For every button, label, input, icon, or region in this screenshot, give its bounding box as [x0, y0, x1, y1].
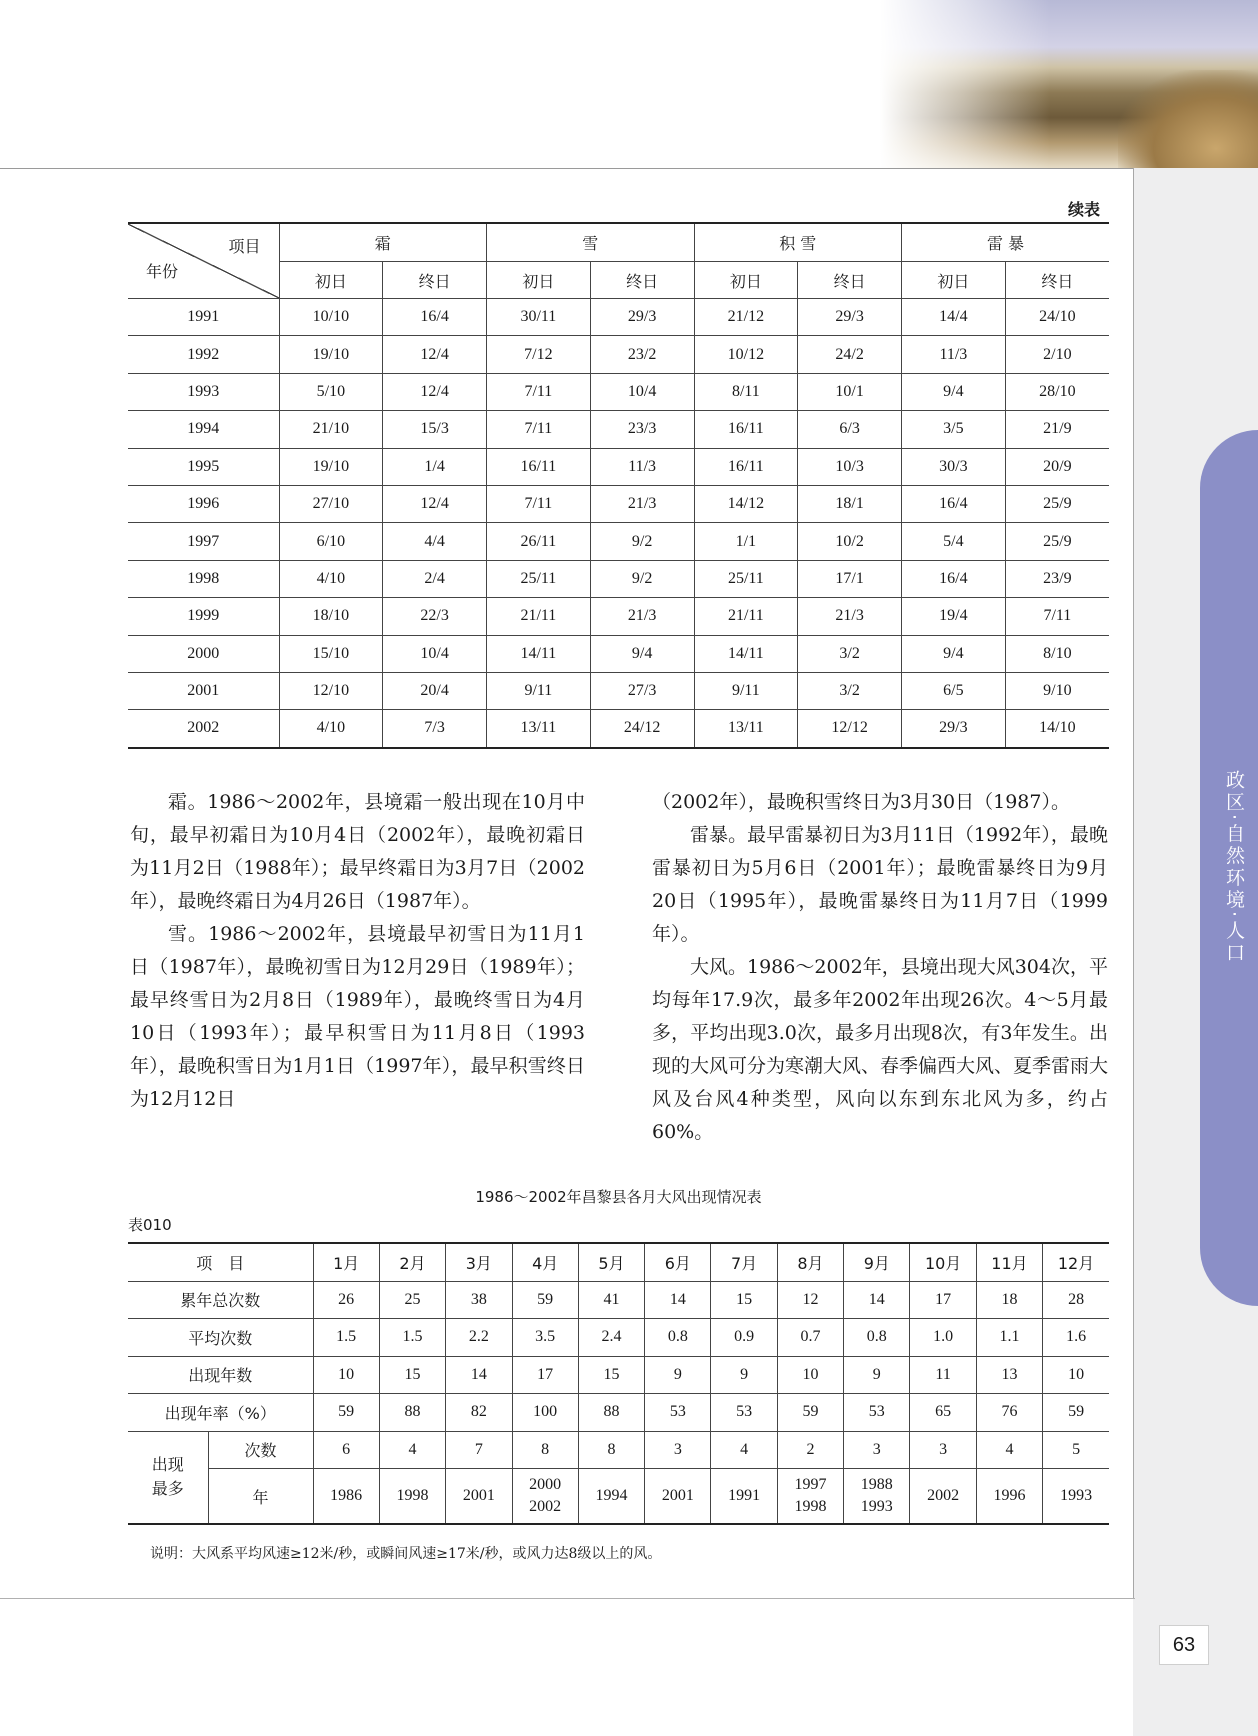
date-cell: 10/1	[798, 373, 902, 410]
date-cell: 10/12	[694, 336, 798, 373]
value-cell: 15	[578, 1356, 644, 1394]
year-value: 1988	[860, 1476, 893, 1493]
date-cell: 7/11	[1005, 598, 1109, 635]
value-cell: 7	[446, 1431, 512, 1469]
date-cell: 7/12	[487, 336, 591, 373]
year-value: 1994	[595, 1487, 628, 1504]
date-cell: 12/12	[798, 710, 902, 748]
value-cell: 59	[1043, 1394, 1109, 1432]
value-cell: 28	[1043, 1281, 1109, 1319]
date-cell: 13/11	[694, 710, 798, 748]
year-cell	[910, 1469, 976, 1525]
date-cell: 29/3	[798, 299, 902, 336]
date-cell: 10/3	[798, 448, 902, 485]
value-cell: 59	[777, 1394, 843, 1432]
month-header: 3月	[446, 1243, 512, 1281]
table-header-row	[128, 1243, 1109, 1281]
value-cell: 53	[645, 1394, 711, 1432]
group-header-snow-cover: 积 雪	[694, 223, 902, 262]
date-cell: 24/12	[590, 710, 694, 748]
date-cell: 16/4	[902, 485, 1006, 522]
date-cell: 19/10	[279, 336, 383, 373]
date-cell: 23/3	[590, 411, 694, 448]
value-cell: 0.7	[777, 1319, 843, 1357]
sub-header-last: 终日	[798, 262, 902, 299]
date-cell: 19/4	[902, 598, 1006, 635]
row-label: 平均次数	[128, 1319, 313, 1357]
date-cell: 10/10	[279, 299, 383, 336]
sub-header-first: 初日	[279, 262, 383, 299]
paragraph-snow: 雪。1986～2002年，县境最早初雪日为11月1日（1987年），最晚初雪日为12月29日（1989年）；最早终雪日为2月8日（1989年），最晚终雪日为4月10日（1993年）；最早积雪日为11月8日（1993年），最晚积雪日为1月1日（1997年），最早积雪终日为12月12日	[130, 923, 585, 1110]
header-item-label: 项 目	[128, 1243, 313, 1281]
value-cell: 53	[844, 1394, 910, 1432]
table-row	[128, 1431, 1109, 1469]
date-cell: 6/5	[902, 672, 1006, 709]
date-cell: 6/3	[798, 411, 902, 448]
date-cell: 29/3	[902, 710, 1006, 748]
table-row	[128, 710, 1109, 748]
date-cell: 18/10	[279, 598, 383, 635]
date-cell: 7/11	[487, 373, 591, 410]
date-cell: 22/3	[383, 598, 487, 635]
value-cell: 2.2	[446, 1319, 512, 1357]
date-cell: 16/4	[383, 299, 487, 336]
date-cell: 10/4	[383, 635, 487, 672]
date-cell: 23/2	[590, 336, 694, 373]
date-cell: 2/10	[1005, 336, 1109, 373]
date-cell: 7/3	[383, 710, 487, 748]
month-header: 2月	[379, 1243, 445, 1281]
value-cell: 1.1	[976, 1319, 1042, 1357]
header-rule	[0, 168, 1135, 169]
value-cell: 4	[976, 1431, 1042, 1469]
value-cell: 9	[645, 1356, 711, 1394]
date-cell: 14/4	[902, 299, 1006, 336]
value-cell: 15	[711, 1281, 777, 1319]
value-cell: 26	[313, 1281, 379, 1319]
value-cell: 9	[711, 1356, 777, 1394]
value-cell: 17	[512, 1356, 578, 1394]
text-column-right	[652, 786, 1108, 1149]
table-row	[128, 448, 1109, 485]
sub-header-last: 终日	[1005, 262, 1109, 299]
table-row	[128, 1356, 1109, 1394]
value-cell: 15	[379, 1356, 445, 1394]
date-cell: 16/11	[487, 448, 591, 485]
value-cell: 9	[844, 1356, 910, 1394]
year-value: 1986	[330, 1487, 363, 1504]
table2-title: 1986～2002年昌黎县各月大风出现情况表	[475, 1188, 762, 1206]
month-header: 6月	[645, 1243, 711, 1281]
date-cell: 14/10	[1005, 710, 1109, 748]
month-header: 1月	[313, 1243, 379, 1281]
month-header: 5月	[578, 1243, 644, 1281]
value-cell: 2	[777, 1431, 843, 1469]
table-row	[128, 373, 1109, 410]
date-cell: 21/9	[1005, 411, 1109, 448]
date-cell: 16/11	[694, 448, 798, 485]
group-header-thunderstorm: 雷 暴	[902, 223, 1110, 262]
value-cell: 2.4	[578, 1319, 644, 1357]
sub-header-last: 终日	[383, 262, 487, 299]
value-cell: 65	[910, 1394, 976, 1432]
year-cell: 2001	[128, 672, 279, 709]
date-cell: 10/4	[590, 373, 694, 410]
value-cell: 11	[910, 1356, 976, 1394]
date-cell: 13/11	[487, 710, 591, 748]
value-cell: 18	[976, 1281, 1042, 1319]
date-cell: 3/2	[798, 635, 902, 672]
date-cell: 17/1	[798, 560, 902, 597]
date-cell: 29/3	[590, 299, 694, 336]
date-cell: 16/11	[694, 411, 798, 448]
date-cell: 12/10	[279, 672, 383, 709]
value-cell: 10	[777, 1356, 843, 1394]
page-number: 63	[1159, 1625, 1209, 1665]
year-cell	[313, 1469, 379, 1525]
date-cell: 6/10	[279, 523, 383, 560]
value-cell: 1.0	[910, 1319, 976, 1357]
date-cell: 7/11	[487, 411, 591, 448]
date-cell: 18/1	[798, 485, 902, 522]
date-cell: 9/11	[487, 672, 591, 709]
sub-header-last: 终日	[590, 262, 694, 299]
month-header: 4月	[512, 1243, 578, 1281]
value-cell: 8	[512, 1431, 578, 1469]
paragraph-frost: 霜。1986～2002年，县境霜一般出现在10月中旬，最早初霜日为10月4日（2002年），最晚初霜日为11月2日（1988年）；最早终霜日为3月7日（2002年），最晚终霜日为4月26日（1987年）。	[130, 791, 585, 912]
date-cell: 15/10	[279, 635, 383, 672]
date-cell: 20/4	[383, 672, 487, 709]
date-cell: 25/9	[1005, 523, 1109, 560]
year-cell	[1043, 1469, 1109, 1525]
table-row	[128, 523, 1109, 560]
year-cell	[711, 1469, 777, 1525]
date-cell: 9/4	[590, 635, 694, 672]
table-row	[128, 1469, 1109, 1525]
value-cell: 41	[578, 1281, 644, 1319]
date-cell: 14/11	[487, 635, 591, 672]
date-cell: 9/2	[590, 560, 694, 597]
paragraph-thunderstorm: 雷暴。最早雷暴初日为3月11日（1992年），最晚雷暴初日为5月6日（2001年）；最晚雷暴终日为9月20日（1995年），最晚雷暴终日为11月7日（1999年）。	[652, 824, 1108, 945]
text-column-left	[130, 786, 585, 1116]
value-cell: 3	[910, 1431, 976, 1469]
value-cell: 10	[1043, 1356, 1109, 1394]
date-cell: 21/3	[590, 598, 694, 635]
value-cell: 14	[844, 1281, 910, 1319]
value-cell: 0.9	[711, 1319, 777, 1357]
year-value: 1998	[396, 1487, 429, 1504]
year-cell: 1993	[128, 373, 279, 410]
value-cell: 100	[512, 1394, 578, 1432]
footer-rule	[0, 1598, 1135, 1599]
value-cell: 0.8	[645, 1319, 711, 1357]
date-cell: 12/4	[383, 373, 487, 410]
year-value: 2002	[927, 1487, 960, 1504]
value-cell: 17	[910, 1281, 976, 1319]
table-row	[128, 411, 1109, 448]
year-value: 1996	[993, 1487, 1026, 1504]
row-label: 累年总次数	[128, 1281, 313, 1319]
year-value: 2001	[462, 1487, 495, 1504]
date-cell: 21/11	[694, 598, 798, 635]
month-header: 11月	[976, 1243, 1042, 1281]
header-photo-hill	[1118, 70, 1258, 168]
value-cell: 8	[578, 1431, 644, 1469]
header-year-label: 年份	[146, 262, 179, 281]
year-value: 1997	[794, 1476, 827, 1493]
date-cell: 23/9	[1005, 560, 1109, 597]
year-cell: 1994	[128, 411, 279, 448]
sub-header-first: 初日	[902, 262, 1006, 299]
year-value: 1993	[860, 1498, 893, 1515]
date-cell: 10/2	[798, 523, 902, 560]
value-cell: 13	[976, 1356, 1042, 1394]
date-cell: 27/10	[279, 485, 383, 522]
year-value: 2001	[661, 1487, 694, 1504]
value-cell: 14	[446, 1356, 512, 1394]
date-cell: 19/10	[279, 448, 383, 485]
month-header: 8月	[777, 1243, 843, 1281]
value-cell: 14	[645, 1281, 711, 1319]
value-cell: 38	[446, 1281, 512, 1319]
date-cell: 30/3	[902, 448, 1006, 485]
date-cell: 5/10	[279, 373, 383, 410]
date-cell: 20/9	[1005, 448, 1109, 485]
value-cell: 88	[379, 1394, 445, 1432]
sub-header-first: 初日	[487, 262, 591, 299]
year-cell	[777, 1469, 843, 1525]
header-item-label: 项目	[228, 237, 261, 256]
most-count-label: 次数	[208, 1431, 313, 1469]
table2-number: 表010	[128, 1216, 172, 1234]
date-cell: 21/10	[279, 411, 383, 448]
year-cell: 1996	[128, 485, 279, 522]
month-header: 9月	[844, 1243, 910, 1281]
value-cell: 88	[578, 1394, 644, 1432]
value-cell: 12	[777, 1281, 843, 1319]
date-cell: 4/10	[279, 560, 383, 597]
date-cell: 25/11	[694, 560, 798, 597]
most-year-label: 年	[208, 1469, 313, 1525]
date-cell: 9/10	[1005, 672, 1109, 709]
date-cell: 9/11	[694, 672, 798, 709]
date-cell: 9/2	[590, 523, 694, 560]
table-row	[128, 672, 1109, 709]
year-cell	[446, 1469, 512, 1525]
date-cell: 1/4	[383, 448, 487, 485]
date-cell: 21/3	[590, 485, 694, 522]
date-cell: 21/11	[487, 598, 591, 635]
date-cell: 21/3	[798, 598, 902, 635]
month-header: 7月	[711, 1243, 777, 1281]
value-cell: 1.6	[1043, 1319, 1109, 1357]
date-cell: 2/4	[383, 560, 487, 597]
row-label: 出现年数	[128, 1356, 313, 1394]
table-row	[128, 560, 1109, 597]
row-label: 出现年率（%）	[128, 1394, 313, 1432]
year-cell: 1997	[128, 523, 279, 560]
table-row	[128, 1319, 1109, 1357]
date-cell: 3/2	[798, 672, 902, 709]
sub-header-first: 初日	[694, 262, 798, 299]
date-cell: 8/11	[694, 373, 798, 410]
month-header: 12月	[1043, 1243, 1109, 1281]
date-cell: 11/3	[590, 448, 694, 485]
month-header: 10月	[910, 1243, 976, 1281]
table-row	[128, 1281, 1109, 1319]
most-label: 出现最多	[128, 1431, 208, 1524]
year-value: 2002	[529, 1498, 562, 1515]
date-cell: 30/11	[487, 299, 591, 336]
paragraph-gale: 大风。1986～2002年，县境出现大风304次，平均每年17.9次，最多年2002年出现26次。4～5月最多，平均出现3.0次，最多月出现8次，有3年发生。出现的大风可分为寒潮大风、春季偏西大风、夏季雷雨大风及台风4种类型，风向以东到东北风为多，约占60%。	[652, 956, 1109, 1143]
header-landscape-photo	[880, 0, 1258, 168]
date-cell: 15/3	[383, 411, 487, 448]
paragraph-snow-continued: （2002年），最晚积雪终日为3月30日（1987）。	[652, 791, 1070, 813]
date-cell: 27/3	[590, 672, 694, 709]
monthly-gale-table	[128, 1242, 1109, 1525]
value-cell: 10	[313, 1356, 379, 1394]
year-value: 1991	[728, 1487, 761, 1504]
table1-body	[128, 299, 1109, 748]
date-cell: 26/11	[487, 523, 591, 560]
value-cell: 82	[446, 1394, 512, 1432]
value-cell: 59	[512, 1281, 578, 1319]
table-row	[128, 336, 1109, 373]
year-cell: 1998	[128, 560, 279, 597]
date-cell: 11/3	[902, 336, 1006, 373]
frost-snow-thunder-table	[128, 222, 1109, 749]
year-cell	[976, 1469, 1042, 1525]
date-cell: 5/4	[902, 523, 1006, 560]
date-cell: 4/10	[279, 710, 383, 748]
chapter-side-tab-text: 政区·自然环境·人口	[1223, 770, 1245, 965]
year-value: 1998	[794, 1498, 827, 1515]
value-cell: 0.8	[844, 1319, 910, 1357]
year-cell: 1992	[128, 336, 279, 373]
year-cell: 1995	[128, 448, 279, 485]
value-cell: 1.5	[379, 1319, 445, 1357]
date-cell: 7/11	[487, 485, 591, 522]
date-cell: 12/4	[383, 485, 487, 522]
date-cell: 9/4	[902, 373, 1006, 410]
group-header-snow: 雪	[487, 223, 695, 262]
table2-note: 说明：大风系平均风速≥12米/秒，或瞬间风速≥17米/秒，或风力达8级以上的风。	[150, 1546, 662, 1562]
year-cell: 2000	[128, 635, 279, 672]
group-header-frost: 霜	[279, 223, 487, 262]
year-cell	[645, 1469, 711, 1525]
year-value: 2000	[529, 1476, 562, 1493]
value-cell: 3.5	[512, 1319, 578, 1357]
value-cell: 59	[313, 1394, 379, 1432]
value-cell: 3	[645, 1431, 711, 1469]
table-row	[128, 635, 1109, 672]
date-cell: 8/10	[1005, 635, 1109, 672]
year-cell: 2002	[128, 710, 279, 748]
value-cell: 1.5	[313, 1319, 379, 1357]
date-cell: 16/4	[902, 560, 1006, 597]
value-cell: 3	[844, 1431, 910, 1469]
date-cell: 4/4	[383, 523, 487, 560]
year-cell	[844, 1469, 910, 1525]
year-cell: 1999	[128, 598, 279, 635]
date-cell: 28/10	[1005, 373, 1109, 410]
date-cell: 14/11	[694, 635, 798, 672]
table-row	[128, 598, 1109, 635]
value-cell: 5	[1043, 1431, 1109, 1469]
table-row	[128, 485, 1109, 522]
date-cell: 3/5	[902, 411, 1006, 448]
year-cell	[379, 1469, 445, 1525]
year-cell: 1991	[128, 299, 279, 336]
date-cell: 25/11	[487, 560, 591, 597]
header-diagonal-cell	[128, 223, 279, 299]
date-cell: 14/12	[694, 485, 798, 522]
date-cell: 21/12	[694, 299, 798, 336]
value-cell: 53	[711, 1394, 777, 1432]
value-cell: 76	[976, 1394, 1042, 1432]
continued-label: 续表	[1068, 200, 1101, 219]
date-cell: 24/10	[1005, 299, 1109, 336]
value-cell: 4	[711, 1431, 777, 1469]
table-row	[128, 299, 1109, 336]
date-cell: 24/2	[798, 336, 902, 373]
year-cell	[578, 1469, 644, 1525]
value-cell: 25	[379, 1281, 445, 1319]
table2-body	[128, 1243, 1109, 1524]
date-cell: 25/9	[1005, 485, 1109, 522]
year-cell	[512, 1469, 578, 1525]
date-cell: 12/4	[383, 336, 487, 373]
value-cell: 6	[313, 1431, 379, 1469]
year-value: 1993	[1060, 1487, 1093, 1504]
table-row	[128, 1394, 1109, 1432]
date-cell: 1/1	[694, 523, 798, 560]
margin-rule	[1133, 168, 1134, 1598]
value-cell: 4	[379, 1431, 445, 1469]
date-cell: 9/4	[902, 635, 1006, 672]
